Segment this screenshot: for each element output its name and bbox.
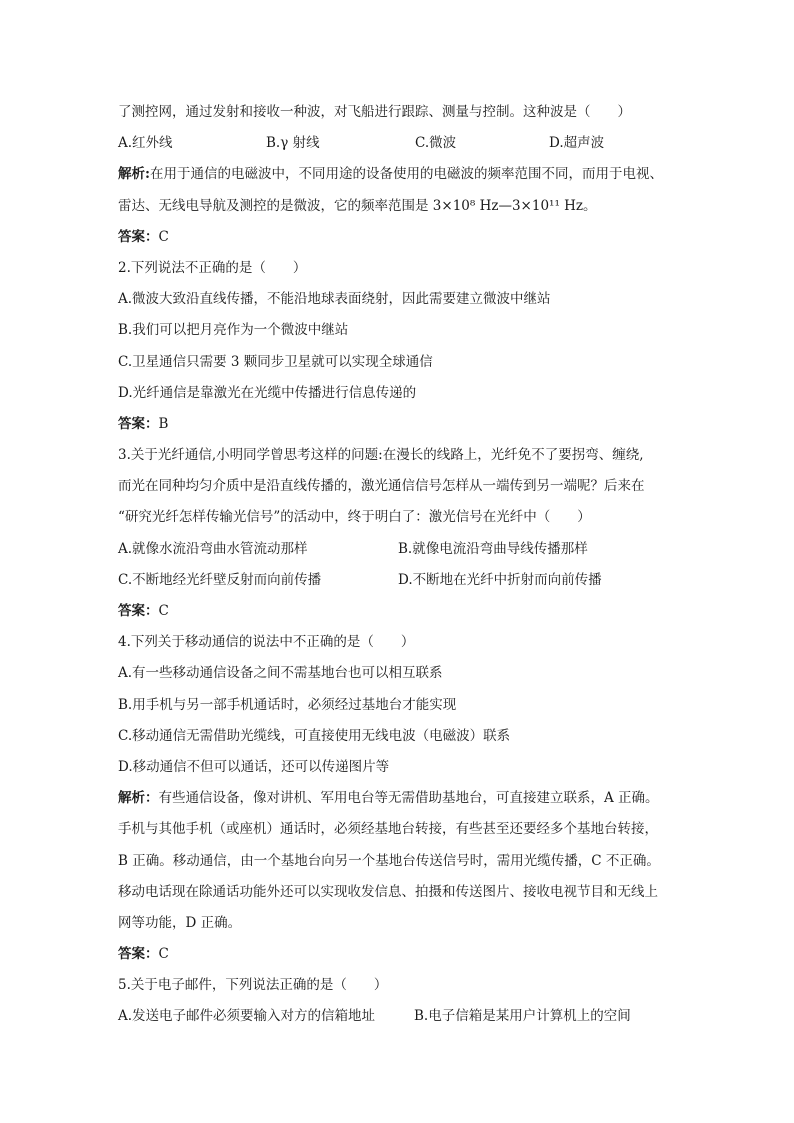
- q4-analysis-line-2: 手机与其他手机（或座机）通话时，必须经基地台转接，有些甚至还要经多个基地台转接，: [118, 821, 658, 838]
- q1-analysis-label: 解析:: [118, 166, 150, 183]
- q1-option-b: B.γ 射线: [266, 135, 320, 152]
- q2-option-b: B.我们可以把月亮作为一个微波中继站: [118, 322, 349, 339]
- q3-options-row-2: [118, 569, 688, 600]
- q1-analysis-text-1: 在用于通信的电磁波中，不同用途的设备使用的电磁波的频率范围不同，而用于电视、: [149, 166, 663, 183]
- q3-option-d: D.不断地在光纤中折射而向前传播: [398, 571, 602, 588]
- q2-answer: [118, 413, 688, 444]
- q4-stem: 4.下列关于移动通信的说法中不正确的是（ ）: [118, 634, 415, 651]
- q1-option-d: D.超声波: [549, 135, 605, 152]
- q3-stem-line-2: 而光在同种均匀介质中是沿直线传播的，激光通信信号怎样从一端传到另一端呢？后来在: [118, 478, 645, 495]
- q3-option-c: C.不断地经光纤壁反射而向前传播: [118, 571, 322, 588]
- q1-option-c: C.微波: [415, 135, 457, 152]
- q2-option-d: D.光纤通信是靠激光在光缆中传播进行信息传递的: [118, 384, 417, 401]
- q2-answer-value: B: [158, 415, 169, 432]
- q4-analysis-line-4: 移动电话现在除通话功能外还可以实现收发信息、拍摄和传送图片、接收电视节目和无线上: [118, 883, 658, 900]
- document-content: [118, 101, 688, 1037]
- q3-option-a: A.就像水流沿弯曲水管流动那样: [118, 540, 308, 557]
- q4-analysis-line-5: 网等功能，D 正确。: [118, 914, 242, 931]
- q4-option-b: B.用手机与另一部手机通话时，必须经过基地台才能实现: [118, 696, 457, 713]
- q4-answer: [118, 943, 688, 974]
- q2-option-c: C.卫星通信只需要 3 颗同步卫星就可以实现全球通信: [118, 353, 433, 370]
- q1-answer-value: C: [158, 228, 169, 245]
- q1-answer: [118, 226, 688, 257]
- q3-stem-line-3: “研究光纤怎样传输光信号”的活动中，终于明白了：激光信号在光纤中（ ）: [118, 509, 591, 526]
- q4-answer-value: C: [158, 946, 169, 963]
- q1-stem-tail: 了测控网，通过发射和接收一种波，对飞船进行跟踪、测量与控制。这种波是（ ）: [118, 104, 631, 120]
- q2-stem: 2.下列说法不正确的是（ ）: [118, 259, 307, 276]
- q3-answer-label: 答案：: [118, 603, 159, 619]
- q4-analysis-label: 解析：: [118, 790, 159, 807]
- q2-option-a: A.微波大致沿直线传播，不能沿地球表面绕射，因此需要建立微波中继站: [118, 291, 551, 308]
- q5-stem: 5.关于电子邮件，下列说法正确的是（ ）: [118, 977, 388, 994]
- q2-answer-label: 答案：: [118, 415, 159, 432]
- q1-option-a: A.红外线: [118, 135, 173, 152]
- q1-answer-label: 答案：: [118, 228, 159, 245]
- q5-option-b: B.电子信箱是某用户计算机上的空间: [414, 1008, 631, 1025]
- q4-option-c: C.移动通信无需借助光缆线，可直接使用无线电波（电磁波）联系: [118, 727, 511, 744]
- q5-options-row-1: [118, 1005, 688, 1036]
- q4-option-a: A.有一些移动通信设备之间不需基地台也可以相互联系: [118, 665, 443, 682]
- q4-answer-label: 答案：: [118, 946, 159, 963]
- q3-answer: [118, 600, 688, 631]
- q1-analysis-line-1: [118, 163, 688, 194]
- q1-analysis-line-2: 雷达、无线电导航及测控的是微波，它的频率范围是 3×10⁸ Hz—3×10¹¹ Hz。: [118, 197, 597, 214]
- q4-option-d: D.移动通信不但可以通话，还可以传递图片等: [118, 758, 390, 775]
- q3-answer-value: C: [158, 603, 169, 619]
- q4-analysis-text-1: 有些通信设备，像对讲机、军用电台等无需借助基地台，可直接建立联系，A 正确。: [158, 790, 659, 807]
- q4-analysis-line-1: [118, 787, 688, 818]
- q1-options: [118, 132, 688, 163]
- q3-options-row-1: [118, 538, 688, 569]
- q3-stem-line-1: 3.关于光纤通信,小明同学曾思考这样的问题:在漫长的线路上，光纤免不了要拐弯、缠绕,: [118, 447, 644, 464]
- q5-option-a: A.发送电子邮件必须要输入对方的信箱地址: [118, 1008, 376, 1025]
- q3-option-b: B.就像电流沿弯曲导线传播那样: [398, 540, 588, 557]
- q4-analysis-line-3: B 正确。移动通信，由一个基地台向另一个基地台传送信号时，需用光缆传播，C 不正确。: [118, 852, 660, 869]
